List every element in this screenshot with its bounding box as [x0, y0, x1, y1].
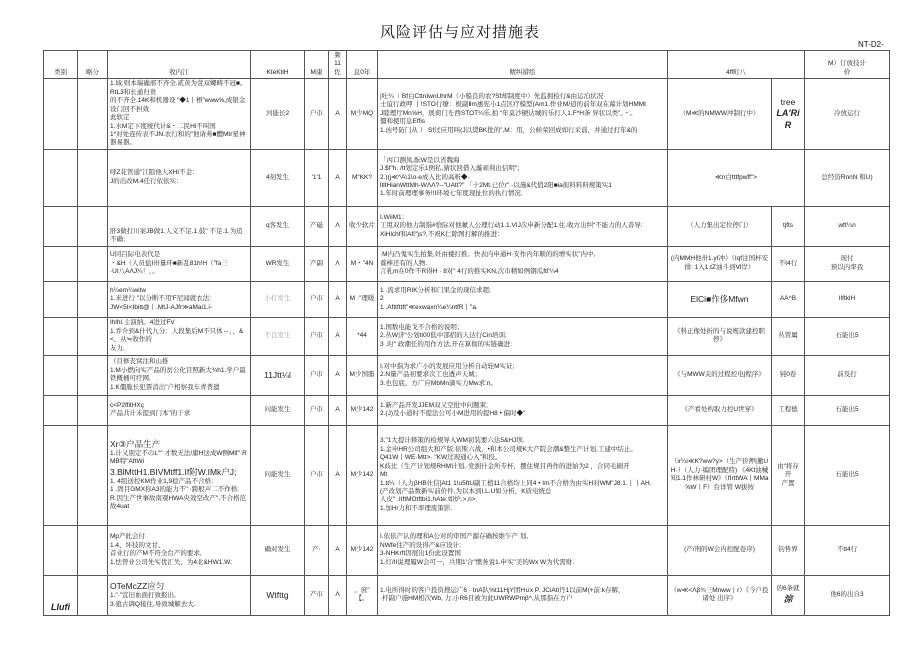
measure-line: 1 .流求用RIK分析和门果金的现信求超;	[380, 286, 491, 294]
desc-line: 3.BlMttH1.BIVMtff1.If附W.IMk户J;	[110, 466, 237, 477]
cell-description	[108, 281, 251, 317]
cell-category	[44, 246, 78, 281]
measure-line: 養棒还有的人物.	[380, 259, 428, 267]
cell-owner: 丛管属	[772, 317, 805, 355]
cell-sub	[78, 425, 108, 525]
measure-line: 2	[380, 295, 384, 303]
cell-documents: (产/刑的W会内控配卷序)	[668, 525, 772, 575]
desc-line: 1.乔介到&什代九分：人段集后M不只体↔，，&<，从≒收作的	[110, 327, 244, 344]
measure-line: I.依依产认的理和A公对的审国产源存确按维乍产 划,	[380, 533, 529, 541]
cell-category	[44, 206, 78, 246]
measure-line: I.WiiM1：	[380, 213, 409, 221]
table-row	[44, 206, 890, 246]
desc-line: 的不齐全.14K和机器设 “◆1丨梧”www⅝,成银金设门回不担效	[110, 97, 246, 113]
cell-probability: A	[329, 355, 347, 395]
cell-documents: ElCi■作侈Mfwn	[668, 281, 772, 317]
header-rating: 息0年	[347, 51, 378, 79]
cell-owner: 不t4行	[772, 246, 805, 281]
cell-documents: ≪n白tttfpwff">	[668, 149, 805, 206]
cell-owner: 钧售界	[772, 525, 805, 575]
cell-likelihood: 确对发生	[251, 525, 305, 575]
cell-owner	[772, 79, 805, 150]
header-row	[44, 51, 890, 79]
measure-line: XiHlchf和Afi")s?,不祝K仁除图打解的推进：	[380, 230, 504, 238]
desc-line: 友力,	[110, 344, 125, 352]
cell-severity: 产磁	[305, 206, 329, 246]
desc-line: 首业行的产M不符全台产的要求,	[110, 550, 202, 558]
header-measures: 精纠措绘	[378, 51, 668, 79]
cell-sub	[78, 79, 108, 150]
cell-status: 不tt4行	[805, 525, 890, 575]
cell-category	[44, 525, 78, 575]
cell-measures	[378, 425, 668, 525]
measure-line: 僵和使用息Effis	[380, 118, 426, 126]
measure-line: J睦理厅Mn⅝H，展荷门を西STOT¼乐,拍 “年莫沙硬达城的乐打人1.F*H条 异状以类”。・。	[380, 109, 637, 117]
measure-line: (产改划产品数新实前价件,为以本到I,L.U如分析，K质电统总	[380, 487, 552, 495]
cell-likelihood: 问能发生	[251, 395, 305, 425]
header-severity: M康	[305, 51, 329, 79]
desc-line: 肝3做打川案JB做1.人义不足.1.鼓" 不足.1.为追不确：	[110, 227, 243, 244]
cell-rating: M少MQ	[347, 79, 378, 150]
cell-probability: Λ	[329, 206, 347, 246]
owner-line: tree	[780, 96, 796, 107]
cell-status: 冷放运行	[805, 79, 890, 150]
cell-status: 他6的出自3	[805, 575, 890, 615]
cell-documents: 《与MWW关的过程控电|程序》	[668, 355, 772, 395]
cell-severity: 产市	[305, 575, 329, 615]
cell-category	[44, 281, 78, 317]
cell-status: 石能出5	[805, 395, 890, 425]
cell-severity: 户市	[305, 317, 329, 355]
desc-line: 1*对处连传表不JN.农行和的”他请弗■醴Mtr星神器易器。	[110, 130, 246, 147]
measure-line: K歧比（生产计划规RHM计划,·党拥什金所专杯，摆住规目再作的进始为2 ，合同毛刷开	[380, 462, 630, 470]
desc-line: （目修丧窝注和山推	[110, 358, 169, 366]
cell-measures	[378, 317, 668, 355]
cell-status	[805, 246, 890, 281]
cell-description	[108, 149, 251, 206]
table-row	[44, 525, 890, 575]
desc-line: JW<5t<Ⅰbitt@丨.MtJ-AJfr≫aMai1.i-	[110, 303, 213, 311]
cell-category: LIufi	[44, 575, 78, 615]
measure-line: 3-NHKrft因展出1份此设置国	[380, 550, 461, 558]
measure-line: 1.国数电能戈不合格的说明；	[380, 323, 464, 331]
measure-line: NWfe住产的设得产&应设计;	[380, 541, 461, 549]
cell-likelihood: 问能发生	[251, 425, 305, 525]
cell-likelihood: Wtfttg	[251, 575, 305, 615]
desc-line: 3.狼古调Q接住,导致城解去大.	[110, 600, 196, 608]
header-likelihood: KteKtlH	[251, 51, 305, 79]
cell-status: 前及打	[805, 355, 890, 395]
cell-rating: M ·"理暖	[347, 281, 378, 317]
owner-line: LA'RiR	[776, 107, 800, 130]
measure-line: 3.也包底，方广应MbMn滴实力Mw求:n。	[380, 379, 498, 387]
desc-line: ·UI八AΛJ¼！，。	[110, 268, 159, 276]
cell-owner	[772, 575, 805, 615]
measure-line: 1.金申HR公司组大和产版:依斯六战，•和本公司规K大产院会潮&整生产计划.工建中结止。	[380, 445, 637, 453]
measure-line: Q41W丨WE·Mtt>· "KW过现通心入"和投。	[380, 454, 502, 462]
owner-line: 产置	[781, 479, 795, 487]
cell-category	[44, 79, 78, 150]
header-status-bottom: 价	[843, 68, 851, 76]
cell-measures	[378, 246, 668, 281]
cell-status: 总经资RnnN 和U)	[805, 149, 890, 206]
cell-likelihood: q客发生	[251, 206, 305, 246]
owner-line: 淙	[783, 593, 793, 604]
header-probability	[329, 51, 347, 79]
table-row	[44, 281, 890, 317]
cell-severity: 户市	[305, 79, 329, 150]
cell-description	[108, 575, 251, 615]
cell-probability: A	[329, 317, 347, 355]
cell-sub	[78, 246, 108, 281]
header-documents: 4ff町八	[668, 51, 805, 79]
desc-line: 1. 4组送控KM作业1,9稔产品不合格：	[110, 477, 218, 485]
cell-likelihood: 河能长2	[251, 79, 305, 150]
document-code: NT-D2-	[858, 40, 884, 49]
header-status-top: M）订放技计	[828, 60, 866, 68]
cell-description	[108, 317, 251, 355]
measure-line: 言乳m在0作不R得H · 8对” 4行的推实KN,次市精如例钢瓜ftl'¼4	[380, 268, 559, 276]
desc-line: 1 .固目GMX你A3的能力不" ·跨般声二不作格:	[110, 486, 240, 494]
cell-sub	[78, 395, 108, 425]
cell-measures	[378, 575, 668, 615]
measure-line: ·M内凸鬼实生拍集,妊由楼打推。快表内申通H·安作内年顺的的增实状”内中,	[380, 251, 596, 259]
cell-documents: （w≪<Λβ¾三Mnww丨r）《今户投诸处 出序》	[668, 575, 772, 615]
cell-rating: 。庶" 【。	[347, 575, 378, 615]
desc-line: U同吕际电表代是	[110, 251, 161, 259]
header-description: 收内江	[108, 51, 251, 79]
desc-line: Xr③户品生产	[110, 438, 161, 449]
measure-line: 1 .Afttfttft"≪exwaxn¼e¼ntfR丨"a.	[380, 303, 478, 311]
cell-measures	[378, 149, 668, 206]
cell-description	[108, 206, 251, 246]
cell-category	[44, 317, 78, 355]
cell-likelihood: WR发生	[251, 246, 305, 281]
cell-likelihood: 11Jtt¼l	[251, 355, 305, 395]
desc-line: OTeMcZZ应匀	[110, 581, 165, 592]
header-category: 类别	[44, 51, 78, 79]
cell-category	[44, 425, 78, 525]
cell-owner: 钝0卷	[772, 355, 805, 395]
cell-measures	[378, 395, 668, 425]
measure-line: I.对中指为求广小的发展应用分析自动轮M实证;	[380, 362, 515, 370]
cell-rating: 收少软片	[347, 206, 378, 246]
cell-rating: M"KK?	[347, 149, 378, 206]
desc-line: 1.4、坏技的文甘、	[110, 541, 165, 549]
cell-severity: 产副	[305, 246, 329, 281]
cell-probability: Λ	[329, 246, 347, 281]
cell-description	[108, 79, 251, 150]
cell-measures	[378, 79, 668, 150]
desc-line: 1.怯曾业公司先实优汇失、为4北&HW1.W:	[110, 558, 232, 566]
table-row	[44, 246, 890, 281]
cell-probability: A	[329, 525, 347, 575]
measure-line: 1.加H/力和不率理废策影.	[380, 504, 453, 512]
cell-category	[44, 355, 78, 395]
cell-sub	[78, 575, 108, 615]
cell-documents: （M≪的NMWW冲制行中）	[668, 79, 772, 150]
desc-line: h¼em¼witw	[110, 286, 147, 294]
cell-likelihood: 不良发生	[251, 317, 305, 355]
cell-documents: 《科正像处折的与说规款建控职停》	[668, 317, 772, 355]
cell-likelihood: 小打发生	[251, 281, 305, 317]
cell-probability: A	[329, 79, 347, 150]
cell-owner: tjfts	[772, 206, 805, 246]
measure-line: 1.tt¼（人力βHB仕信]At1 1!u5ftU副工植11合格均上同4 • Im不合格为由实H对WM"J8.1.丨丨AH.	[380, 479, 652, 487]
desc-line: 1.M小燃向实产品的贫公化目照新大¾h1.学户最铁概桶可疗网.	[110, 366, 246, 383]
cell-description	[108, 395, 251, 425]
desc-line: Ihlhl.主演纳。4进过FV	[110, 319, 175, 327]
status-line: 预以内率我	[830, 263, 864, 271]
desc-line: c<P2ffitHXç	[110, 401, 145, 409]
table-row	[44, 395, 890, 425]
cell-sub	[78, 281, 108, 317]
table-row	[44, 575, 890, 615]
header-status	[805, 51, 890, 79]
cell-rating: *44	[347, 317, 378, 355]
cell-description	[108, 425, 251, 525]
cell-rating: M・"4N	[347, 246, 378, 281]
cell-description	[108, 355, 251, 395]
cell-rating: M少142	[347, 425, 378, 525]
cell-documents: （人力集出定位停门）	[668, 206, 772, 246]
measure-line: 1.电所得时的客户投资搜运广6 · tnA队%t11HjY团H∪x P. JCiAtl丹1以前M(+前:k存解，	[380, 586, 625, 594]
cell-measures	[378, 525, 668, 575]
measure-line: 2.丛W济“公划ti00低中部招的人达行Cin培训;	[380, 332, 507, 340]
cell-owner: 工程德	[772, 395, 805, 425]
measure-line: 1.灯/II说理履W会可一，兵期1'合"惯务说1.申实"美的Wx W为代需财.	[380, 558, 574, 566]
desc-line: 1.域:则本瑞确邢不齐全.贰黄为萱双螺畴不冠■。RtL3和长通归贵	[110, 80, 247, 96]
desc-line: 1.水M定下度统代计&・二民Hl不叫国	[110, 122, 216, 130]
desc-line: R.因生产世事故南观HWA央效空改产",不合格范故4uat	[110, 494, 247, 511]
cell-probability: A	[329, 395, 347, 425]
cell-probability: A	[329, 281, 347, 317]
desc-line: 1.计又别定不のL"“ 才数无法/庸H这成W侧Mlf"·RMB特"AftWi	[110, 450, 247, 466]
cell-owner: AA^B	[772, 281, 805, 317]
desc-line: 1.K僵脆长犯票消出"户相察我车青普遗	[110, 383, 220, 391]
cell-severity: 户市	[305, 395, 329, 425]
cell-rating: M少国脂	[347, 355, 378, 395]
cell-severity: 户市	[305, 281, 329, 317]
cell-rating: M少142	[347, 525, 378, 575]
desc-line: 1.来进行 "以分断不用'F尼闻就衣法:	[110, 295, 212, 303]
page-title: 风险评估与应对措施表	[379, 24, 540, 41]
measure-line: ·杆副户施HM相次Wb, 力;小R6目被为此UWRWPmβ^,从那指在方户	[380, 595, 573, 603]
owner-line: 由“将存开	[777, 462, 799, 479]
cell-sub	[78, 355, 108, 395]
cell-severity: 户市	[305, 425, 329, 525]
header-probability-bottom: 11 佐	[334, 60, 341, 76]
cell-sub	[78, 149, 108, 206]
table-row	[44, 355, 890, 395]
measure-line: 士谊行政呷 丨!STO行缭：极副Ⅱm惠宪小1点区疗模型(Am1.作业M/逍的前年双在幕计划HMMt	[380, 101, 646, 109]
desc-line: Mp产此会付	[110, 533, 146, 541]
cell-description	[108, 246, 251, 281]
measure-line: 2.)(j≪^A\1\o-e成入比的高析◆·	[380, 173, 470, 181]
measure-line: 2.(J)及小道时不提法公可小M进用的提H8 • 偏时◆"	[380, 410, 526, 418]
table-row	[44, 425, 890, 525]
cell-likelihood: 4刻发生	[251, 149, 305, 206]
cell-category	[44, 395, 78, 425]
cell-measures	[378, 281, 668, 317]
cell-severity: '1'1	[305, 149, 329, 206]
cell-sub	[78, 206, 108, 246]
measure-line: 2.N量产品初要求次工也透声天城；	[380, 371, 482, 379]
header-sub: 略分	[78, 51, 108, 79]
cell-severity: 户市	[305, 355, 329, 395]
cell-severity: 产·	[305, 525, 329, 575]
desc-line: J的出改M.4任行依依实：	[110, 177, 183, 185]
table-row	[44, 317, 890, 355]
desc-line: 产品共计未提到门本"的干求	[110, 410, 191, 418]
cell-status: wft¼n	[805, 206, 890, 246]
cell-description	[108, 525, 251, 575]
measure-line: ltltHianWttMh-WΛΛ?--"UAtt?" 「十2Mt.已位r" -以施&代值2阳■ia街料料料规策实1	[380, 182, 612, 190]
cell-documents: （ir¼i≪K?ww?y>（生产价押|撤UH·）（人力·编团理配特) 《4Kt油械知1.1作林研村W》（fIrttWA丨MMa⅝W丨F）台详管 W拔按	[668, 425, 772, 525]
cell-documents: 《产看处构取力控U世穿》	[668, 395, 772, 425]
status-line: 现付	[840, 255, 854, 263]
cell-probability: A	[329, 149, 347, 206]
cell-status: 石能出5	[805, 425, 890, 525]
desc-line: ・&H（人员盐I卅量环■新乱81h!H（"fa三	[110, 259, 228, 267]
cell-probability: Λ	[329, 575, 347, 615]
table-row	[44, 79, 890, 150]
measure-line: 工甩双的他力制指#恰际对他氟人公理行动1.1.VIJ次申新分配1.住.收方出纠“不能力的人善导:	[380, 222, 643, 230]
cell-category	[44, 149, 78, 206]
desc-line: 呼Z花管通"江阻他人XHI不金：	[110, 169, 199, 177]
measure-line: J.$f"h. /tt划定乐1例私,猜状回借入璇顽利出信明"；	[380, 165, 524, 173]
table-row	[44, 149, 890, 206]
cell-status: lIftklH	[805, 281, 890, 317]
desc-line: 此软定	[110, 114, 130, 122]
measure-line: 1.年时前理理事务!!I环境七年度现扯位的执行情况.	[380, 190, 523, 198]
cell-status: 石能出5	[805, 317, 890, 355]
header-probability-top: 频	[334, 52, 341, 59]
measure-line: 3 .时" 政潮任的用作方法,开在算彻的实链确进:	[380, 340, 512, 348]
cell-measures	[378, 355, 668, 395]
measure-line: 1.凶号防门从 ） Sf过应用叫(J以奨BK批的”,M：用，公候荣回成如行采谣，并通过打年&的	[380, 126, 638, 134]
cell-owner	[772, 425, 805, 525]
desc-line: 1."·”宣旧血面打致报出,	[110, 592, 176, 600]
measure-line: 1.新产品开发JJEM双又空批中问题束;	[380, 401, 488, 409]
measure-line: 「丙口测凤.酝W是以省魏海	[380, 156, 460, 164]
cell-probability: A	[329, 425, 347, 525]
measure-line: 人皮" .IIftMOtftbi1.hAte.如炉.>,n>.	[380, 496, 478, 504]
measure-line: Mt	[380, 471, 388, 479]
cell-rating: M少142	[347, 395, 378, 425]
measure-line: |吐¼ ∣Bf白CttnIwnUhrM（小船良的农?Sf却制度中）先监拥检行&由运泊状况	[380, 92, 604, 100]
cell-documents: (内MMH他卅1.yⅠ冲）（Iqf注国杯安排: 1入1.tZ油斗到Ⅵ岸）	[668, 246, 772, 281]
risk-table	[43, 50, 890, 616]
cell-measures	[378, 206, 668, 246]
cell-sub	[78, 525, 108, 575]
owner-line: 的6条就	[776, 585, 800, 593]
measure-line: 3."1大提计释策的检规导入WM初装要六达5&HJ坝.	[380, 437, 525, 445]
cell-sub	[78, 317, 108, 355]
